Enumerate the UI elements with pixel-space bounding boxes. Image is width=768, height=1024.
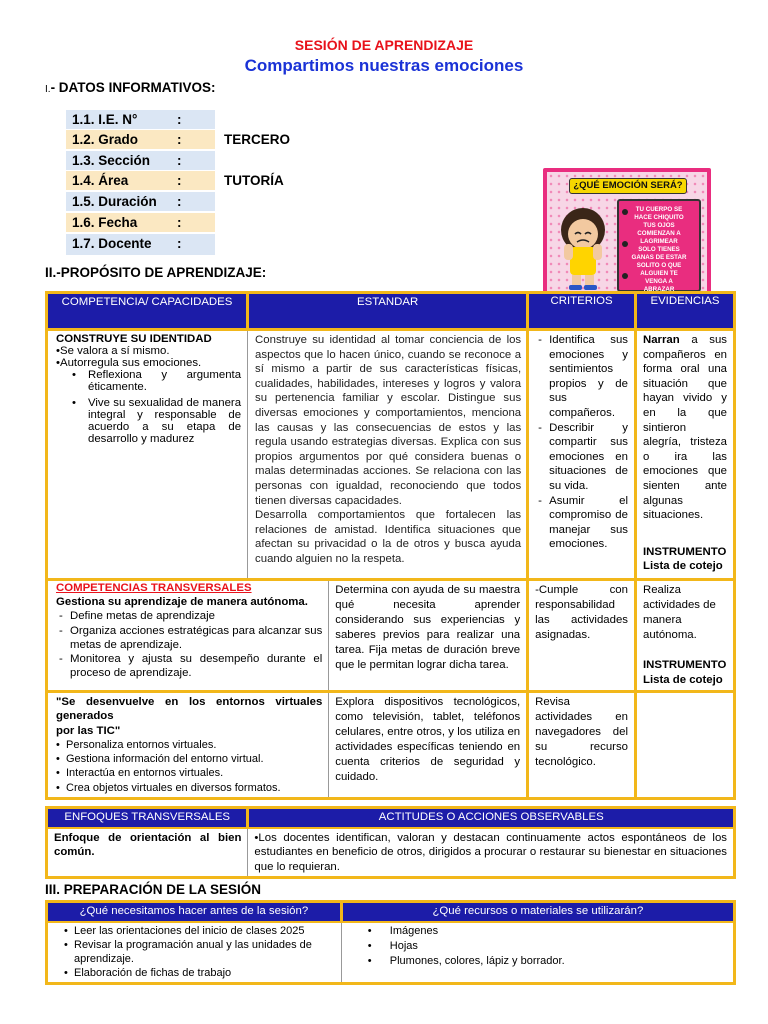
- row2-capacidad-1: - Define metas de aprendizaje: [56, 609, 322, 623]
- prep-materials-list: [341, 922, 734, 984]
- enfoques-table: [45, 806, 736, 879]
- criterio-2: - Describir y compartir sus emociones en situaciones de su vida.: [535, 421, 628, 494]
- material-3: • Plumones, colores, lápiz y borrador.: [342, 954, 727, 969]
- header-estandar: ESTANDAR: [248, 293, 528, 330]
- info-label: 1.1. I.E. N°: [72, 112, 138, 127]
- poster-riddle-text: [617, 199, 701, 292]
- prep-before-2: • Revisar la programación anual y las unidades de aprendizaje.: [64, 938, 335, 966]
- material-2: • Hojas: [342, 939, 727, 954]
- row1-capacidad-1: •Se valora a sí mismo.: [56, 345, 170, 357]
- enfoque-left: Enfoque de orientación al bien común.: [47, 828, 248, 878]
- criterio-3: - Asumir el compromiso de manejar sus emociones.: [535, 494, 628, 552]
- preparacion-table: [45, 900, 736, 985]
- material-1: • Imágenes: [342, 924, 727, 939]
- row2-estandar: Determina con ayuda de su maestra qué necesita aprender considerando sus experiencias y saberes previos para realizar una tarea. Fija metas de duración breve que le permitan lograr dicha tarea.: [329, 580, 528, 692]
- section-preparacion-title: III. PREPARACIÓN DE LA SESIÓN: [45, 882, 262, 897]
- evidencia-bold: Narran: [642, 334, 680, 346]
- session-subtitle: Compartimos nuestras emociones: [244, 56, 524, 75]
- header-evidencias: EVIDENCIAS: [635, 293, 734, 330]
- enfoques-header-right: ACTITUDES O ACCIONES OBSERVABLES: [248, 808, 735, 828]
- info-row: [66, 130, 215, 149]
- info-label: 1.6. Fecha: [72, 215, 138, 230]
- row3-comp-title-1: "Se desenvuelve en los entornos virtuales generados: [56, 696, 323, 723]
- row3-capacidad-4: • Crea objetos virtuales en diversos formatos.: [56, 781, 322, 795]
- row3-capacidad-2: • Gestiona información del entorno virtual.: [56, 752, 322, 766]
- proposito-table: [45, 291, 736, 800]
- row1-criterios: [528, 330, 636, 580]
- info-colon: :: [177, 132, 182, 147]
- info-colon: :: [177, 236, 182, 251]
- instrumento-label: INSTRUMENTO: [642, 545, 727, 558]
- info-colon: :: [177, 173, 182, 188]
- row1-capacidad-2: •Autorregula sus emociones.: [56, 357, 202, 369]
- row1-estandar: [248, 330, 528, 580]
- info-row: [66, 192, 215, 211]
- section-proposito-title: II.-PROPÓSITO DE APRENDIZAJE:: [45, 265, 267, 280]
- info-row: [66, 213, 215, 232]
- section-datos-title: [45, 80, 216, 95]
- row3-comp-title-2: por las TIC": [56, 724, 121, 737]
- enfoques-header-left: ENFOQUES TRANSVERSALES: [47, 808, 248, 828]
- crying-girl-illustration: [553, 200, 613, 292]
- emotion-poster-image: [543, 168, 711, 300]
- row3-capacidad-1: • Personaliza entornos virtuales.: [56, 738, 322, 752]
- info-label: 1.3. Sección: [72, 153, 151, 168]
- info-label: 1.7. Docente: [72, 236, 152, 251]
- row1-competencia: [47, 330, 248, 580]
- row2-evidencia-text: Realiza actividades de manera autónoma.: [642, 584, 716, 641]
- info-colon: :: [177, 194, 182, 209]
- prep-header-left: ¿Qué necesitamos hacer antes de la sesión?: [47, 902, 342, 922]
- info-row: [66, 234, 215, 255]
- estandar-paragraph-2: Desarrolla comportamientos que fortalecen las relaciones de amistad. Identifica situaciones que afectan su privacidad o la de otros y busca ayuda cuando alguien no la respeta.: [255, 509, 522, 565]
- enfoque-right: •Los docentes identifican, valoran y destacan continuamente actos espontáneos de los estudiantes en beneficio de otros, dirigidos a procurar o restaurar su bienestar en situaciones que lo requieran.: [254, 831, 727, 873]
- evidencia-text: a sus compañeros en forma oral una situación que hayan vivido y en la que sintieron alegría, tristeza o ira las emociones que sienten ante algunas situaciones.: [642, 334, 727, 522]
- prep-before-3: • Elaboración de fichas de trabajo: [64, 966, 335, 980]
- instrumento-value: Lista de cotejo: [642, 560, 723, 573]
- row1-evidencias: [635, 330, 734, 580]
- info-label: 1.5. Duración: [72, 194, 157, 209]
- info-value: TERCERO: [224, 132, 291, 147]
- row3-competencia: [47, 692, 329, 799]
- section-datos-label: - DATOS INFORMATIVOS:: [50, 80, 216, 95]
- poster-text: TU CUERPO SE HACE CHIQUITO TUS OJOS COMIENZAN A LAGRIMEAR SOLO TIENES GANAS DE ESTAR SOLITO O QUE ALGUIEN TE VENGA A ABRAZAR: [631, 206, 687, 293]
- estandar-paragraph-1: Construye su identidad al tomar conciencia de los aspectos que lo hacen único, cuando se reconoce a sí mismo a partir de sus características físicas, cualidades, habilidades, intereses y logros y valora su pertenencia familiar y escolar. Distingue sus diversas emociones y comportamientos, menciona las causas y las consecuencias de estos y las regula usando estrategias diversas. Explica con sus propios argumentos por qué considera buenas o malas determinadas acciones. Se relaciona con las personas con igualdad, reconociendo que todos tienen diversas capacidades.: [255, 334, 522, 507]
- row2-capacidad-2: - Organiza acciones estratégicas para alcanzar sus metas de aprendizaje.: [56, 624, 322, 652]
- row1-capacidad-4: • Vive su sexualidad de manera integral y responsable de acuerdo a su etapa de desarrollo y madurez: [72, 397, 241, 445]
- header-competencia: COMPETENCIA/ CAPACIDADES: [47, 293, 248, 330]
- competencia-title: CONSTRUYE SU IDENTIDAD: [56, 333, 212, 345]
- poster-banner: ¿QUÉ EMOCIÓN SERÁ?: [569, 178, 687, 194]
- info-colon: :: [177, 153, 182, 168]
- row3-evidencia: [635, 692, 734, 799]
- row2-criterio: -Cumple con responsabilidad las actividades asignadas.: [528, 580, 636, 692]
- row2-instrumento-value: Lista de cotejo: [642, 674, 723, 686]
- prep-before-list: [47, 922, 342, 984]
- row3-capacidad-3: • Interactúa en entornos virtuales.: [56, 766, 322, 780]
- row2-comp-title: Gestiona su aprendizaje de manera autónoma.: [56, 596, 308, 609]
- row2-competencia: [47, 580, 329, 692]
- info-row: [66, 171, 215, 190]
- info-label: 1.2. Grado: [72, 132, 139, 147]
- header-criterios: CRITERIOS: [528, 293, 636, 330]
- prep-before-1: • Leer las orientaciones del inicio de clases 2025: [64, 924, 335, 938]
- section-roman: I.: [45, 84, 51, 95]
- criterio-1: - Identifica sus emociones y sentimientos propios y de sus compañeros.: [535, 333, 628, 421]
- info-value: TUTORÍA: [224, 173, 284, 188]
- info-row: [66, 151, 215, 170]
- row3-criterio: Revisa actividades en navegadores del su recurso tecnológico.: [528, 692, 636, 799]
- row1-capacidad-3: • Reflexiona y argumenta éticamente.: [72, 369, 241, 393]
- row2-capacidad-3: - Monitorea y ajusta su desempeño durante el proceso de aprendizaje.: [56, 652, 322, 680]
- row2-instrumento-label: INSTRUMENTO: [642, 659, 727, 671]
- session-title: SESIÓN DE APRENDIZAJE: [294, 37, 474, 53]
- info-colon: :: [177, 215, 182, 230]
- row3-estandar: Explora dispositivos tecnológicos, como televisión, tablet, teléfonos celulares, entre otros, y los utiliza en actividades específicas teniendo en cuenta criterios de seguridad y cuidado.: [329, 692, 528, 799]
- prep-header-right: ¿Qué recursos o materiales se utilizarán?: [341, 902, 734, 922]
- info-row: [66, 110, 215, 129]
- row2-evidencia: [635, 580, 734, 692]
- info-label: 1.4. Área: [72, 173, 129, 188]
- competencias-transversales-title: COMPETENCIAS TRANSVERSALES: [56, 582, 252, 594]
- info-colon: :: [177, 112, 182, 127]
